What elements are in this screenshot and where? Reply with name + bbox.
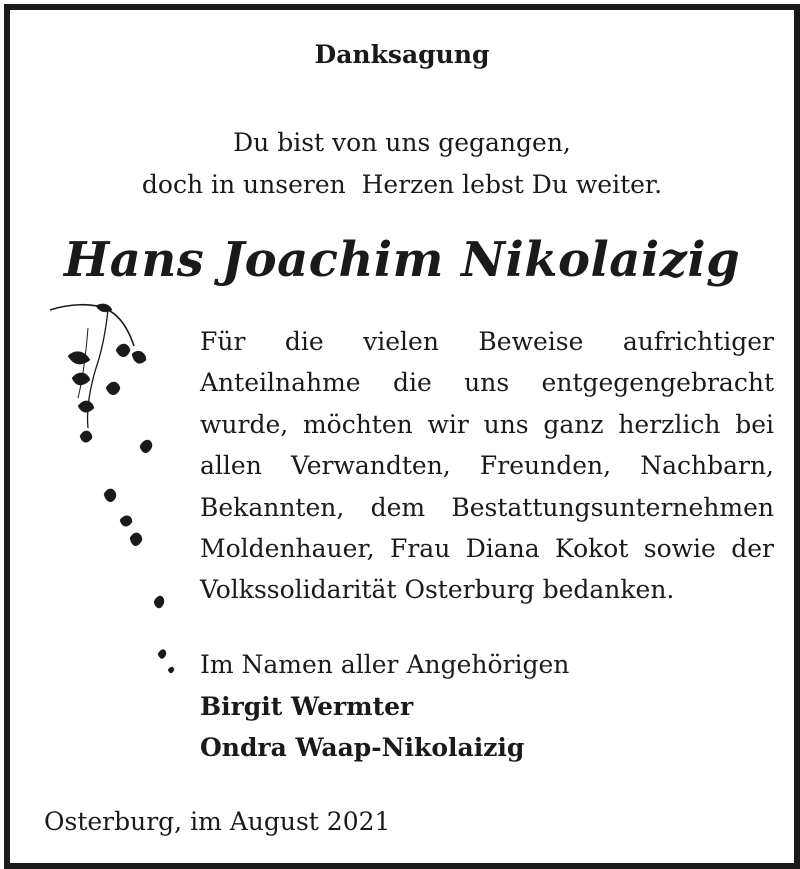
deceased-name: Hans Joachim Nikolaizig (63, 232, 741, 288)
notice-heading: Danksagung (314, 40, 490, 69)
notice-frame (4, 4, 800, 869)
signoff-intro: Im Namen aller Angehörigen (200, 650, 570, 679)
motto-line: Du bist von uns gegangen, (233, 128, 571, 157)
signer-name: Birgit Wermter (200, 691, 414, 721)
motto-line: doch in unseren Herzen lebst Du weiter. (141, 170, 663, 199)
body-line: Bekannten, dem Bestattungsunternehmen (200, 492, 774, 522)
body-line: wurde, möchten wir uns ganz herzlich bei (200, 409, 774, 439)
body-line: allen Verwandten, Freunden, Nachbarn, (200, 451, 774, 481)
body-line: Für die vielen Beweise aufrichtiger (200, 327, 774, 356)
body-line: Volkssolidarität Osterburg bedanken. (200, 575, 675, 605)
place-and-date: Osterburg, im August 2021 (44, 807, 391, 836)
body-line: Moldenhauer, Frau Diana Kokot sowie der (200, 534, 774, 564)
thank-you-text (200, 321, 774, 611)
falling-leaves-branch-icon (48, 298, 178, 688)
signoff (200, 644, 569, 769)
memorial-motto (10, 122, 794, 206)
body-line: Anteilnahme die uns entgegengebracht (200, 368, 774, 398)
signer-name: Ondra Waap-Nikolaizig (200, 733, 525, 762)
